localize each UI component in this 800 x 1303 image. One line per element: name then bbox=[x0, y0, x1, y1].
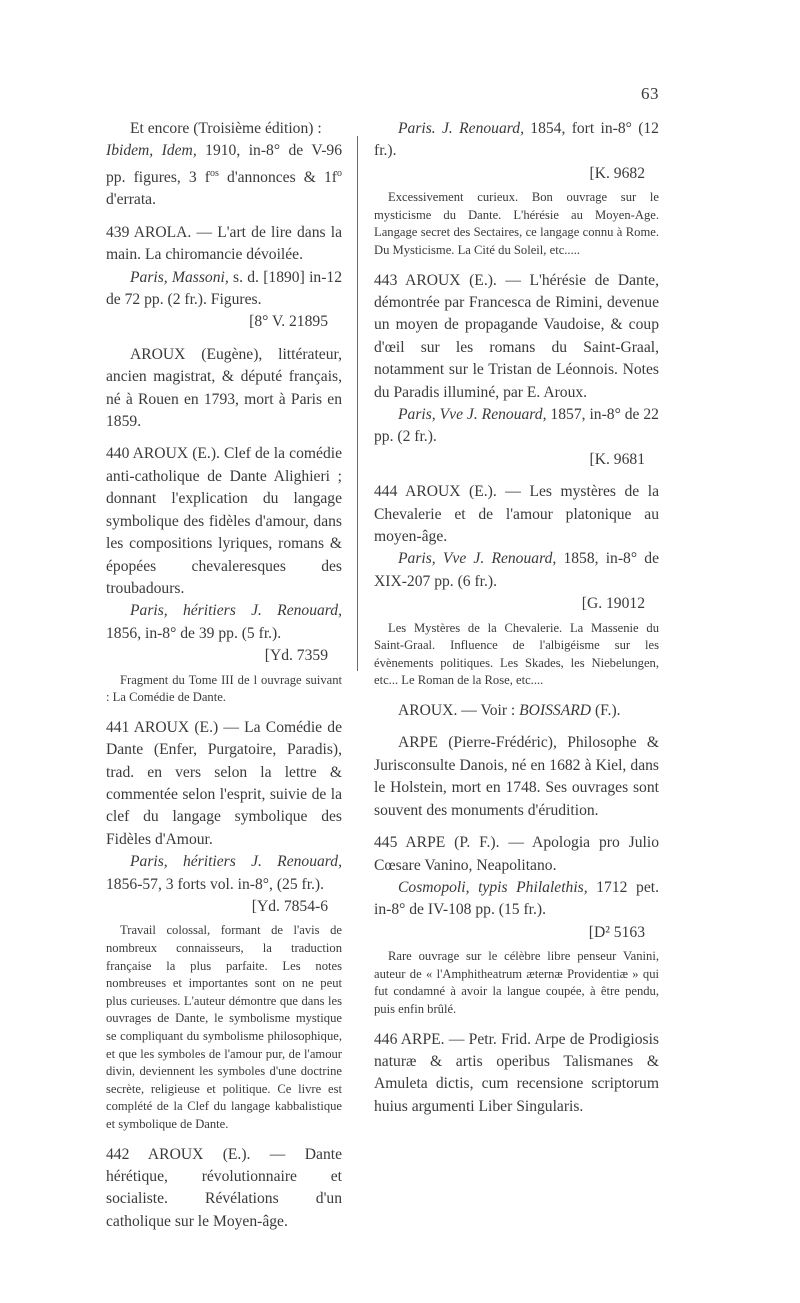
entry-439 bbox=[106, 222, 342, 334]
entry-442-text: 442 AROUX (E.). — Dante hérétique, révolutionnaire et socialiste. Révélations d'un catholique sur le Moyen-âge. bbox=[106, 1145, 342, 1230]
entry-440-text: 440 AROUX (E.). Clef de la comédie anti-catholique de Dante Alighieri ; donnant l'explication du langage symbolique des fidèles d'amour, dans les compositions lyriques, romans & épopées chevaleresques des troubadours. bbox=[106, 445, 342, 597]
intro-rest: 1910, in-8° de V-96 pp. figures, 3 f bbox=[106, 142, 342, 186]
entry-444-shelf: [G. 19012 bbox=[581, 595, 645, 613]
boissard-reference: BOISSARD bbox=[519, 702, 592, 720]
page-number: 63 bbox=[641, 84, 659, 103]
right-column bbox=[374, 118, 659, 1128]
entry-443-shelf: [K. 9681 bbox=[589, 450, 645, 468]
entry-445-shelf: [D² 5163 bbox=[588, 923, 645, 941]
entry-441-shelf: [Yd. 7854-6 bbox=[251, 897, 328, 915]
arpe-bio bbox=[374, 732, 659, 822]
entry-443-pub-italic: Paris, Vve J. Renouard, bbox=[398, 406, 547, 424]
entry-444-note: Les Mystères de la Chevalerie. La Massenie du Saint-Graal. Influence de l'albigéisme sur les évènements politiques. Les Skades, les Niebelungen, etc... Le Roman de la Rose, etc.... bbox=[374, 620, 659, 688]
entry-444-text: 444 AROUX (E.). — Les mystères de la Chevalerie et de l'amour platonique au moyen-âge. bbox=[374, 483, 659, 546]
intro-italic: Ibidem, Idem, bbox=[106, 142, 197, 160]
entry-444-pub: 1858, in-8° de XIX-207 pp. (6 fr.). bbox=[374, 550, 659, 590]
entry-442 bbox=[106, 1144, 342, 1234]
entry-443 bbox=[374, 270, 659, 472]
entry-445-pub-italic: Cosmopoli, typis Philalethis, bbox=[398, 878, 588, 896]
intro-entry bbox=[106, 118, 342, 212]
entry-441-text: 441 AROUX (E.) — La Comédie de Dante (Enfer, Purgatoire, Paradis), trad. en vers selon la lettre & commentée selon l'esprit, suivie de la clef du langage symbolique des Fidèles d'Amour. bbox=[106, 718, 342, 848]
aroux-bio-text: AROUX (Eugène), littérateur, ancien magistrat, & député français, né à Rouen en 1793, mort à Paris en 1859. bbox=[106, 345, 342, 431]
intro-sup2: o bbox=[337, 167, 342, 179]
entry-439-text: 439 AROLA. — L'art de lire dans la main. La chiromancie dévoilée. bbox=[106, 223, 342, 264]
entry-439-pub: s. d. [1890] in-12 de 72 pp. (2 fr.). Figures. bbox=[106, 268, 342, 309]
entry-443-pub: 1857, in-8° de 22 pp. (2 fr.). bbox=[374, 406, 659, 446]
entry-446-text: 446 ARPE. — Petr. Frid. Arpe de Prodigiosis naturæ & artis operibus Talismanes & Amuleta dictis, cum recensione scriptorum huius argumenti Liber Singularis. bbox=[374, 1030, 659, 1115]
left-column bbox=[106, 118, 342, 1243]
entry-442-continued bbox=[374, 118, 659, 260]
entry-446 bbox=[374, 1029, 659, 1119]
entry-443-text: 443 AROUX (E.). — L'hérésie de Dante, démontrée par Francesca de Rimini, devenue un moyen de propagande Vaudoise, & coup d'œil sur les romans du Saint-Graal, notamment sur le Tristan de Léonnois. Notes du Paradis illuminé, par E. Aroux. bbox=[374, 271, 659, 401]
aroux-see-rest: (F.). bbox=[591, 702, 621, 720]
intro-sup: os bbox=[210, 167, 219, 179]
intro-rest3: d'errata. bbox=[106, 191, 156, 209]
entry-441-pub: 1856-57, 3 forts vol. in-8°, (25 fr.). bbox=[106, 875, 325, 893]
intro-line1: Et encore (Troisième édition) : bbox=[130, 120, 322, 137]
aroux-bio bbox=[106, 344, 342, 434]
aroux-see-text: AROUX. — Voir : bbox=[398, 702, 520, 720]
entry-444-pub-italic: Paris, Vve J. Renouard, bbox=[398, 550, 557, 568]
entry-440-shelf: [Yd. 7359 bbox=[264, 647, 328, 665]
entry-442-shelf: [K. 9682 bbox=[589, 164, 645, 182]
arpe-bio-text: ARPE (Pierre-Frédéric), Philosophe & Jurisconsulte Danois, né en 1682 à Kiel, dans le Holstein, mort en 1748. Ses ouvrages sont souvent des monuments d'érudition. bbox=[374, 734, 659, 819]
entry-440 bbox=[106, 443, 342, 706]
entry-442-pub-italic: Paris. J. Renouard, bbox=[398, 120, 524, 137]
aroux-see-also bbox=[374, 700, 659, 722]
entry-445-note: Rare ouvrage sur le célèbre libre penseur Vanini, auteur de « l'Amphitheatrum æternæ Providentiæ » qui fut condamné à avoir la langue coupée, à être pendu, puis enfin brûlé. bbox=[374, 949, 659, 1016]
intro-rest2: d'annonces & 1f bbox=[218, 169, 337, 186]
entry-439-pub-italic: Paris, Massoni, bbox=[130, 268, 229, 286]
entry-445 bbox=[374, 832, 659, 1018]
entry-440-note: Fragment du Tome III de l ouvrage suivant : La Comédie de Dante. bbox=[106, 672, 342, 705]
column-divider bbox=[357, 136, 358, 671]
entry-439-shelf: [8° V. 21895 bbox=[249, 313, 328, 331]
entry-442-pub: 1854, fort in-8° (12 fr.). bbox=[374, 120, 659, 160]
entry-441 bbox=[106, 717, 342, 1134]
entry-441-pub-italic: Paris, héritiers J. Renouard, bbox=[130, 853, 342, 871]
entry-442-note: Excessivement curieux. Bon ouvrage sur le mysticisme du Dante. L'hérésie au Moyen-Age. Langage secret des Sectaires, ce langage connu à Rome. Du Mysticisme. La Cité du Soleil, etc..... bbox=[374, 190, 659, 257]
entry-445-text: 445 ARPE (P. F.). — Apologia pro Julio Cœsare Vanino, Neapolitano. bbox=[374, 834, 659, 874]
entry-441-note: Travail colossal, formant de l'avis de nombreux connaisseurs, la traduction française la plus parfaite. Les notes nombreuses et importantes sont on ne peut plus curieuses. L'auteur démontre que dans les ouvrages de Dante, le symbolisme mystique se compliquant du symbolisme philosophique, et que les symboles de l'amour pur, de l'amour divin, deviennent les symboles d'une doctrine secrète, religieuse et politique. Ce livre est complété de la Clef du langage kabbalistique et symbolique de Dante. bbox=[106, 923, 342, 1131]
entry-445-pub: 1712 pet. in-8° de IV-108 pp. (15 fr.). bbox=[374, 878, 660, 919]
entry-440-pub: 1856, in-8° de 39 pp. (5 fr.). bbox=[106, 624, 282, 642]
entry-440-pub-italic: Paris, héritiers J. Renouard, bbox=[130, 602, 342, 620]
entry-444 bbox=[374, 481, 659, 690]
